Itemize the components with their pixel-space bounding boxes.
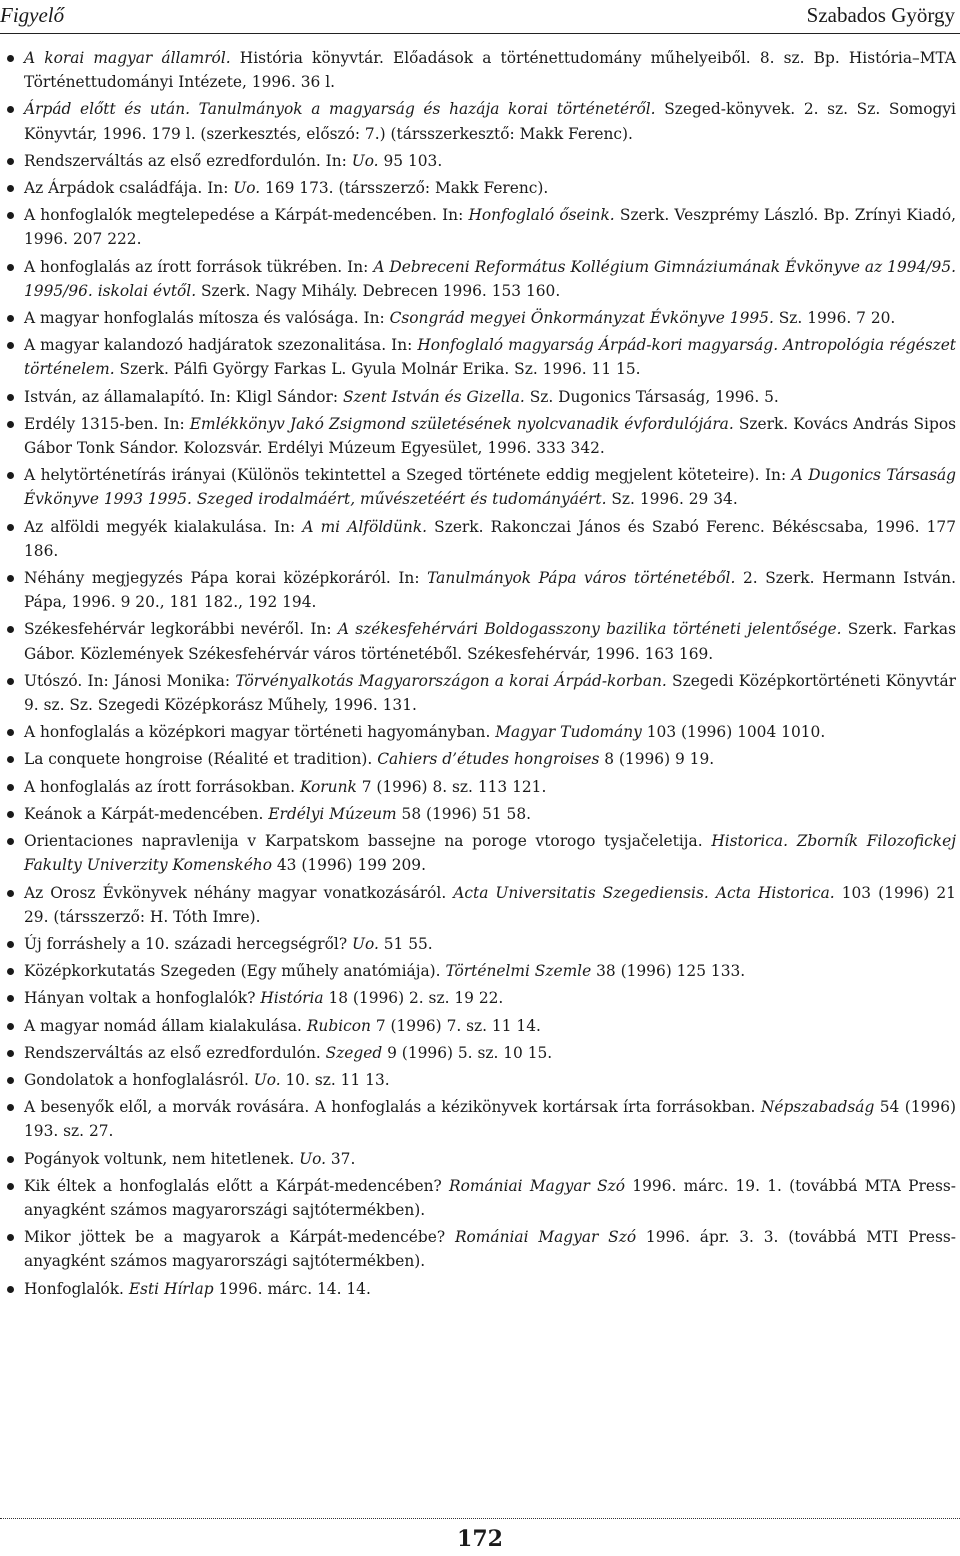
entry-text: Szerk. Farkas Gábor. Közlemények Székesfehérvár város történetéből. Székesfehérvár, 1996. 163 169.: [24, 620, 956, 663]
bullet-icon: [7, 185, 14, 192]
entry-italic-text: A Debreceni Református Kollégium Gimnáziumának Évkönyve az 1994/95. 1995/96. iskolai évtől.: [24, 257, 957, 300]
entry-italic-text: Tanulmányok Pápa város történetéből.: [427, 569, 736, 588]
bibliography-entry: [24, 802, 956, 826]
entry-italic-text: Cahiers d’études hongroises: [377, 750, 600, 769]
entry-text: 10. sz. 11 13.: [280, 1070, 390, 1089]
entry-italic-text: Uo.: [253, 1070, 281, 1089]
entry-italic-text: Historica. Zborník Filozofickej Fakulty Univerzity Komenského: [24, 832, 956, 875]
entry-italic-text: A mi Alföldünk.: [302, 517, 428, 536]
entry-italic-text: Uo.: [352, 934, 379, 953]
entry-text: Szerk. Pálfi György Farkas L. Gyula Molnár Erika. Sz. 1996. 11 15.: [114, 360, 641, 379]
bibliography-entry: [24, 881, 956, 929]
entry-italic-text: Esti Hírlap: [128, 1279, 214, 1298]
bibliography-entry: [24, 1095, 956, 1143]
bibliography-entry: [24, 959, 956, 983]
entry-text: A magyar kalandozó hadjáratok szezonalitása. In:: [24, 336, 418, 355]
entry-text: 103 (1996) 1004 1010.: [641, 723, 826, 742]
bibliography-entry: [24, 720, 956, 744]
entry-text: A honfoglalás az írott források tükrében. In:: [24, 257, 374, 276]
bullet-icon: [7, 1077, 14, 1084]
entry-italic-text: Honfoglaló magyarság Árpád-kori magyarság. Antropológia régészet történelem.: [24, 336, 956, 379]
bullet-icon: [7, 626, 14, 633]
entry-text: 1996. ápr. 3. 3. (továbbá MTI Press-anyagként számos magyarországi sajtótermékben).: [24, 1228, 956, 1271]
bullet-icon: [7, 421, 14, 428]
bibliography-entry: [24, 1174, 956, 1222]
entry-italic-text: A Dugonics Társaság Évkönyve 1993 1995. Szeged irodalmáért, művészetéért és tudományáért.: [24, 466, 956, 509]
entry-text: A magyar nomád állam kialakulása.: [24, 1016, 307, 1035]
bibliography-entry: [24, 1225, 956, 1273]
bullet-icon: [7, 472, 14, 479]
entry-text: A honfoglalók megtelepedése a Kárpát-medencében. In:: [24, 206, 469, 225]
header-rule: [0, 33, 960, 34]
bullet-icon: [7, 890, 14, 897]
entry-italic-text: Korunk: [299, 777, 357, 796]
bibliography-entry: [24, 1068, 956, 1092]
entry-text: A honfoglalás az írott forrásokban.: [24, 777, 300, 796]
bibliography-entry: [24, 775, 956, 799]
entry-text: 7 (1996) 8. sz. 113 121.: [356, 777, 547, 796]
bullet-icon: [7, 678, 14, 685]
bibliography-entry: [24, 617, 956, 665]
bullet-icon: [7, 1104, 14, 1111]
entry-text: Az alföldi megyék kialakulása. In:: [24, 517, 303, 536]
entry-text: Orientaciones napravlenija v Karpatskom bassejne na poroge vtorogo tysjačeletija.: [24, 832, 712, 851]
bullet-icon: [7, 729, 14, 736]
bibliography-entry: [24, 149, 956, 173]
entry-text: 7 (1996) 7. sz. 11 14.: [370, 1016, 541, 1035]
entry-italic-text: A korai magyar államról.: [24, 49, 231, 67]
entry-italic-text: Uo.: [299, 1149, 326, 1168]
bullet-icon: [7, 784, 14, 791]
bibliography-entry: [24, 1147, 956, 1171]
footer-rule: [0, 1518, 960, 1519]
entry-italic-text: Romániai Magyar Szó: [449, 1176, 626, 1195]
entry-text: Keánok a Kárpát-medencében.: [24, 804, 269, 823]
entry-text: Mikor jöttek be a magyarok a Kárpát-medencébe?: [24, 1228, 455, 1247]
entry-text: 18 (1996) 2. sz. 19 22.: [323, 989, 504, 1008]
header-author: Szabados György: [806, 2, 955, 27]
entry-text: 1996. márc. 14. 14.: [213, 1279, 371, 1298]
bibliography-entry: [24, 566, 956, 614]
bullet-icon: [7, 1156, 14, 1163]
bibliography-entry: [24, 1041, 956, 1065]
entry-italic-text: A székesfehérvári Boldogasszony bazilika történeti jelentősége.: [337, 620, 842, 639]
entry-italic-text: Acta Universitatis Szegediensis. Acta Historica.: [453, 883, 835, 902]
bullet-icon: [7, 1234, 14, 1241]
entry-text: Hányan voltak a honfoglalók?: [24, 989, 261, 1008]
entry-text: Szerk. Kovács András Sipos Gábor Tonk Sándor. Kolozsvár. Erdélyi Múzeum Egyesület, 1996. 333 342.: [24, 414, 956, 458]
bibliography-entry: [24, 669, 956, 717]
entry-text: Szerk. Veszprémy László. Bp. Zrínyi Kiadó, 1996. 207 222.: [24, 206, 957, 249]
entry-text: Néhány megjegyzés Pápa korai középkoráról. In:: [24, 569, 428, 588]
entry-text: A honfoglalás a középkori magyar történeti hagyományban.: [24, 723, 496, 742]
bullet-icon: [7, 315, 14, 322]
bibliography-entry: [24, 333, 956, 381]
running-header: [0, 0, 960, 30]
entry-italic-text: Uo.: [233, 179, 261, 198]
bullet-icon: [7, 158, 14, 165]
bibliography-entry: [24, 306, 956, 330]
entry-text: Sz. 1996. 29 34.: [606, 490, 738, 509]
entry-text: Szeged-könyvek. 2. sz. Sz. Somogyi Könyvtár, 1996. 179 l. (szerkesztés, előszó: 7.) (társszerkesztő: Makk Ferenc).: [24, 100, 956, 143]
bullet-icon: [7, 1023, 14, 1030]
bullet-icon: [7, 941, 14, 948]
entry-text: Szerk. Rakonczai János és Szabó Ferenc. Békéscsaba, 1996. 177 186.: [24, 517, 957, 560]
entry-text: A helytörténetírás irányai (Különös tekintettel a Szeged története eddig megjelent köteteire). In:: [24, 466, 792, 485]
entry-text: Szegedi Középkortörténeti Könyvtár 9. sz. Sz. Szegedi Középkorász Műhely, 1996. 131.: [24, 671, 957, 715]
entry-text: 37.: [325, 1149, 356, 1168]
entry-text: 54 (1996) 193. sz. 27.: [24, 1098, 956, 1141]
bibliography-entry: [24, 1277, 956, 1301]
entry-text: 51 55.: [378, 934, 433, 953]
bibliography-entry: [24, 255, 956, 303]
entry-italic-text: Romániai Magyar Szó: [454, 1228, 637, 1247]
entry-italic-text: Szeged: [325, 1043, 383, 1062]
bibliography-entry: [24, 932, 956, 956]
entry-text: Székesfehérvár legkorábbi nevéről. In:: [24, 620, 338, 639]
entry-text: Középkorkutatás Szegeden (Egy műhely anatómiája).: [24, 962, 446, 981]
entry-italic-text: História: [260, 989, 324, 1008]
entry-text: Sz. Dugonics Társaság, 1996. 5.: [524, 387, 779, 406]
bibliography-list: [24, 46, 956, 1304]
bullet-icon: [7, 264, 14, 271]
entry-italic-text: Magyar Tudomány: [495, 723, 642, 742]
bullet-icon: [7, 106, 14, 113]
bibliography-entry: [24, 203, 956, 251]
entry-italic-text: Történelmi Szemle: [445, 962, 592, 981]
entry-text: 169 173. (társszerző: Makk Ferenc).: [260, 179, 549, 198]
bullet-icon: [7, 756, 14, 763]
entry-text: Utószó. In: Jánosi Monika:: [24, 671, 236, 690]
entry-text: Az Árpádok családfája. In:: [24, 179, 234, 198]
entry-text: Rendszerváltás az első ezredfordulón. In:: [24, 151, 352, 170]
bibliography-entry: [24, 1014, 956, 1038]
entry-text: Szerk. Nagy Mihály. Debrecen 1996. 153 160.: [196, 281, 561, 300]
bullet-icon: [7, 995, 14, 1002]
entry-text: 103 (1996) 21 29. (társszerző: H. Tóth Imre).: [24, 883, 956, 926]
bibliography-entry: [24, 515, 956, 563]
bullet-icon: [7, 1050, 14, 1057]
bullet-icon: [7, 811, 14, 818]
entry-text: 2. Szerk. Hermann István. Pápa, 1996. 9 20., 181 182., 192 194.: [24, 569, 956, 612]
bibliography-entry: [24, 97, 956, 145]
entry-italic-text: Emlékkönyv Jakó Zsigmond születésének nyolcvanadik évfordulójára.: [189, 414, 734, 433]
entry-text: A magyar honfoglalás mítosza és valósága. In:: [24, 309, 390, 328]
bullet-icon: [7, 838, 14, 845]
bullet-icon: [7, 968, 14, 975]
bibliography-entry: [24, 46, 956, 94]
bibliography-entry: [24, 747, 956, 771]
entry-text: 1996. márc. 19. 1. (továbbá MTA Press-anyagként számos magyarországi sajtótermékben).: [24, 1176, 956, 1219]
entry-text: Sz. 1996. 7 20.: [773, 309, 896, 328]
entry-italic-text: Szent István és Gizella.: [342, 387, 525, 406]
entry-italic-text: Uo.: [351, 151, 379, 170]
entry-italic-text: Rubicon: [306, 1016, 371, 1035]
entry-text: Erdély 1315-ben. In:: [24, 414, 190, 433]
entry-text: Az Orosz Évkönyvek néhány magyar vonatkozásáról.: [24, 883, 454, 902]
entry-italic-text: Honfoglaló őseink.: [468, 206, 615, 225]
entry-text: A besenyők elől, a morvák rovására. A honfoglalás a kézikönyvek kortársak írta forrásokban.: [24, 1098, 761, 1117]
entry-text: 95 103.: [378, 151, 443, 170]
entry-text: 8 (1996) 9 19.: [599, 750, 715, 769]
bullet-icon: [7, 524, 14, 531]
entry-text: Honfoglalók.: [24, 1279, 129, 1298]
bullet-icon: [7, 342, 14, 349]
entry-text: 43 (1996) 199 209.: [272, 856, 426, 875]
bullet-icon: [7, 1286, 14, 1293]
entry-text: Rendszerváltás az első ezredfordulón.: [24, 1043, 326, 1062]
bullet-icon: [7, 212, 14, 219]
bullet-icon: [7, 55, 14, 62]
bullet-icon: [7, 1183, 14, 1190]
page-number: 172: [457, 1526, 503, 1552]
bibliography-entry: [24, 412, 956, 460]
entry-text: Kik éltek a honfoglalás előtt a Kárpát-medencében?: [24, 1176, 450, 1195]
entry-text: Gondolatok a honfoglalásról.: [24, 1070, 254, 1089]
entry-text: 9 (1996) 5. sz. 10 15.: [382, 1043, 553, 1062]
entry-italic-text: Népszabadság: [760, 1098, 875, 1117]
bibliography-entry: [24, 986, 956, 1010]
entry-text: Pogányok voltunk, nem hitetlenek.: [24, 1149, 300, 1168]
header-section-title: Figyelő: [0, 2, 65, 27]
entry-text: História könyvtár. Előadások a történettudomány műhelyeiből. 8. sz. Bp. História–MTA Történettudományi Intézete, 1996. 36 l.: [24, 49, 956, 92]
entry-italic-text: Árpád előtt és után. Tanulmányok a magyarság és hazája korai történetéről.: [24, 100, 656, 119]
bullet-icon: [7, 575, 14, 582]
entry-text: 58 (1996) 51 58.: [396, 804, 532, 823]
bullet-icon: [7, 394, 14, 401]
entry-text: La conquete hongroise (Réalité et tradition).: [24, 750, 378, 769]
entry-text: Új forráshely a 10. századi hercegségről?: [24, 934, 352, 953]
entry-text: István, az államalapító. In: Kligl Sándor:: [24, 387, 343, 406]
bibliography-entry: [24, 463, 956, 511]
entry-text: 38 (1996) 125 133.: [591, 962, 746, 981]
entry-italic-text: Törvényalkotás Magyarországon a korai Árpád-korban.: [235, 671, 667, 690]
bibliography-entry: [24, 829, 956, 877]
bibliography-entry: [24, 176, 956, 200]
entry-italic-text: Erdélyi Múzeum: [268, 804, 397, 823]
bibliography-entry: [24, 385, 956, 409]
entry-italic-text: Csongrád megyei Önkormányzat Évkönyve 1995.: [389, 309, 774, 328]
